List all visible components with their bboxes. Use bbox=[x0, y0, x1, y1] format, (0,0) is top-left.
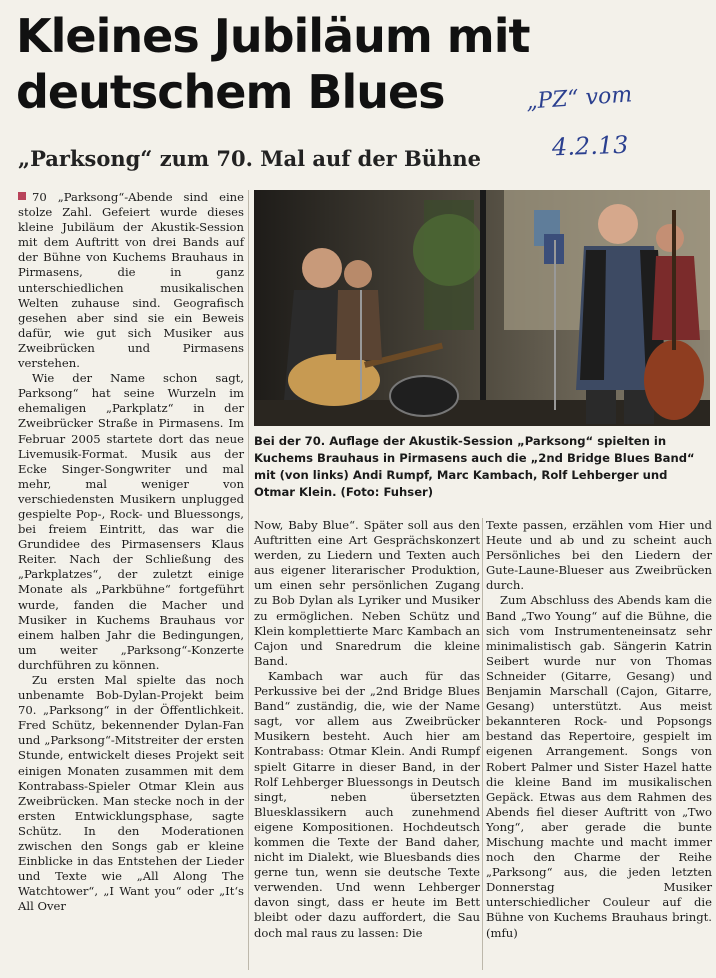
paragraph: Texte passen, erzählen vom Hier und Heute und ab und zu scheint auch Persönliches bei den Liedern der Gute-Laune-Blueser aus Zweibrücken durch. bbox=[486, 518, 712, 593]
concert-photo bbox=[254, 190, 710, 426]
column-divider bbox=[248, 190, 249, 970]
headline: Kleines Jubiläum mit deutschem Blues bbox=[16, 9, 530, 119]
photo-caption: Bei der 70. Auflage der Akustik-Session „Parksong“ spielten in Kuchems Brauhaus in Pirmasens auch die „2nd Bridge Blues Band“ mit (von links) Andi Rumpf, Marc Kambach, Rolf Lehberger und Otmar Klein. (Foto: Fuhser) bbox=[254, 434, 695, 499]
article-column-3 bbox=[486, 518, 712, 941]
subheadline: „Parksong“ zum 70. Mal auf der Bühne bbox=[18, 146, 481, 171]
article-column-1 bbox=[18, 190, 244, 915]
section-marker-icon bbox=[18, 192, 26, 200]
paragraph: Zu ersten Mal spielte das noch unbenamte Bob-Dylan-Projekt beim 70. „Parksong“ in der Öffentlichkeit. Fred Schütz, bekennender Dylan-Fan und „Parksong“-Mitstreiter der ersten Stunde, entwickelt dieses Projekt seit einigen Monaten zusammen mit dem Kontrabass-Spieler Otmar Klein aus Zweibrücken. Man stecke noch in der ersten Entwicklungsphase, sagte Schütz. In den Moderationen zwischen den Songs gab er kleine Einblicke in das Entstehen der Lieder und Texte wie „All Along The Watchtower“, „I Want you“ oder „It‘s All Over bbox=[18, 673, 244, 914]
paragraph bbox=[18, 190, 244, 371]
paragraph-text: 70 „Parksong“-Abende sind eine stolze Zahl. Gefeiert wurde dieses kleine Jubiläum der Akustik-Session mit dem Auftritt von drei Bands auf der Bühne von Kuchems Brauhaus in Pirmasens, die in ganz unterschiedlichen musikalischen Welten zuhause sind. Geografisch gesehen aber sind sie ein Beweis dafür, wie gut sich Musiker aus Zweibrücken und Pirmasens verstehen. bbox=[18, 190, 244, 371]
paragraph: Now, Baby Blue“. Später soll aus den Auftritten eine Art Gesprächskonzert werden, zu Liedern und Texten auch aus eigener literarischer Produktion, um einen sehr persönlichen Zugang zu Bob Dylan als Lyriker und Musiker zu ermöglichen. Neben Schütz und Klein komplettierte Marc Kambach an Cajon und Snaredrum die kleine Band. bbox=[254, 518, 480, 668]
paragraph: Zum Abschluss des Abends kam die Band „Two Young“ auf die Bühne, die sich vom Instrumenteneinsatz sehr minimalistisch gab. Sängerin Katrin Seibert wurde nur von Thomas Schneider (Gitarre, Gesang) und Benjamin Marschall (Cajon, Gitarre, Gesang) unterstützt. Aus meist bekannteren Rock- und Popsongs bestand das Repertoire, gespielt im eigenen Arrangement. Songs von Robert Palmer und Sister Hazel hatte die kleine Band im musikalischen Gepäck. Etwas aus dem Rahmen des Abends fiel dieser Auftritt von „Two Yong“, aber gerade die bunte Mischung machte und macht immer noch den Charme der Reihe „Parksong“ aus, die jeden letzten Donnerstag Musiker unterschiedlicher Couleur auf die Bühne von Kuchems Brauhaus bringt. (mfu) bbox=[486, 593, 712, 940]
paragraph: Wie der Name schon sagt, Parksong“ hat seine Wurzeln im ehemaligen „Parkplatz“ in der Zweibrücker Straße in Pirmasens. Im Februar 2005 startete dort das neue Livemusik-Format. Musik aus der Ecke Singer-Songwriter und mal mehr, mal weniger von verschiedensten Musikern unplugged gespielte Pop-, Rock- und Bluessongs, bei freiem Eintritt, das war die Grundidee des Pirmasensers Klaus Reiter. Nach der Schließung des „Parkplatzes“, der zuletzt einige Monate als „Parkbühne“ fortgeführt wurde, fanden die Macher und Musiker in Kuchems Brauhaus vor einem halben Jahr die Bedingungen, um weiter „Parksong“-Konzerte durchführen zu können. bbox=[18, 371, 244, 672]
handwritten-date-note: 4.2.13 bbox=[551, 130, 629, 162]
article-column-2 bbox=[254, 518, 480, 941]
paragraph: Kambach war auch für das Perkussive bei der „2nd Bridge Blues Band“ zuständig, die, wie der Name sagt, vor allem aus Zweibrücker Musikern besteht. Auch hier am Kontrabass: Otmar Klein. Andi Rumpf spielt Gitarre in dieser Band, in der Rolf Lehberger Bluessongs in Deutsch singt, neben übersetzten Bluesklassikern auch zunehmend eigene Kompositionen. Hochdeutsch kommen die Texte der Band daher, nicht im Dialekt, wie Bluesbands dies gerne tun, wenn sie deutsche Texte verwenden. Und wenn Lehberger davon singt, dass er heute im Bett bleibt oder dazu auffordert, die Sau doch mal raus zu lassen: Die bbox=[254, 668, 480, 940]
handwritten-source-note: „PZ“ vom bbox=[525, 82, 634, 115]
concert-photo-illustration bbox=[254, 190, 710, 426]
column-divider bbox=[482, 518, 483, 970]
